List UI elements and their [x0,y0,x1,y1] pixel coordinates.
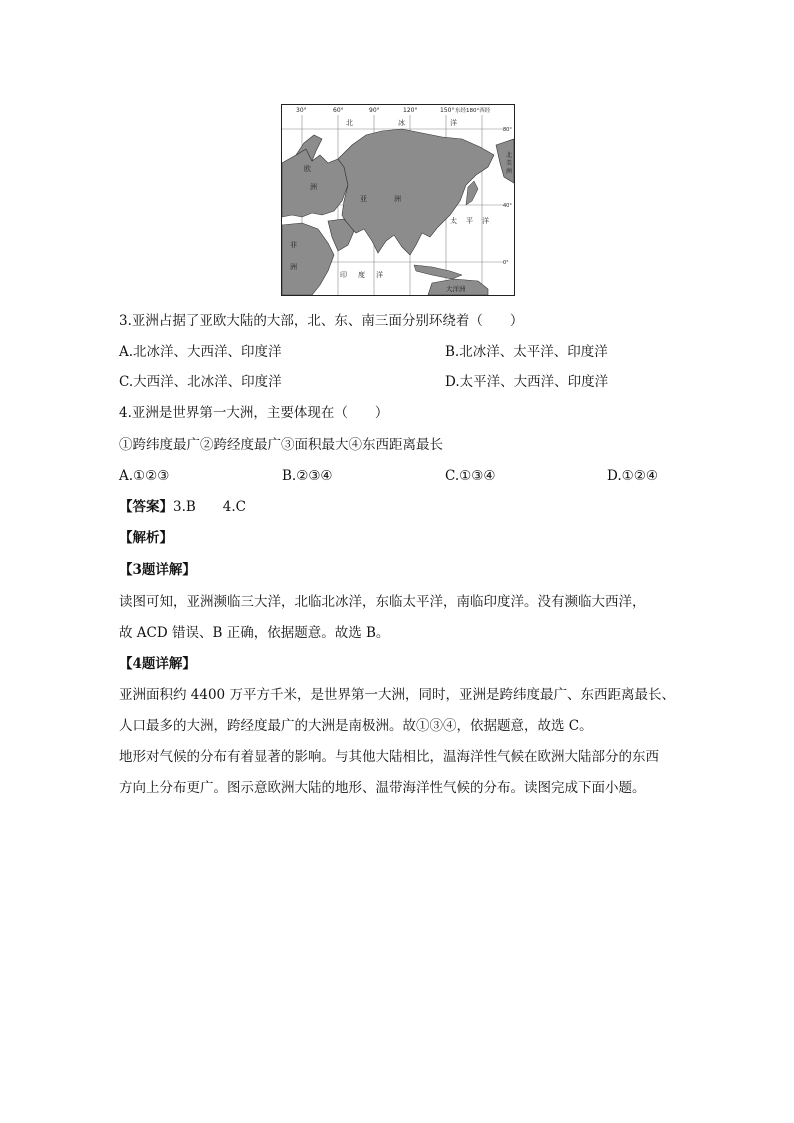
ocean-label-pacific-3: 洋 [482,217,489,225]
lon-label-60: 60° [333,107,344,114]
q3-option-d: D.太平洋、大西洋、印度洋 [445,374,609,390]
answer-text: 3.B 4.C [173,499,247,515]
north-america-label-1: 北 [506,152,513,159]
lon-label-150: 150° [440,107,455,114]
ocean-label-pacific-1: 太 [450,217,457,225]
asia-label-1: 亚 [360,195,367,203]
q3-option-c: C.大西洋、北冰洋、印度洋 [119,374,282,390]
ocean-label-pacific-2: 平 [466,217,473,225]
q4-option-c: C.①③④ [445,468,496,484]
detail-3-line-1: 读图可知，亚洲濒临三大洋，北临北冰洋，东临太平洋，南临印度洋。没有濒临大西洋， [119,594,646,610]
ocean-label-indian-1: 印 [340,271,347,279]
q4-option-a: A.①②③ [119,468,170,484]
question-4-items: ①跨纬度最广②跨经度最广③面积最大④东西距离最长 [119,437,443,453]
analysis-tag: 【解析】 [119,530,173,546]
japan-landmass [466,181,478,205]
north-america-label-3: 洲 [506,168,513,175]
asia-map-svg [282,105,514,295]
intro-line-1: 地形对气候的分布有着显著的影响。与其他大陆相比，温海洋性气候在欧洲大陆部分的东西 [119,749,659,765]
lat-label-80: 80° [503,127,512,133]
europe-label-1: 欧 [304,165,311,173]
ocean-label-indian-3: 洋 [376,271,383,279]
indonesia-islands [414,265,462,279]
lat-label-0: 0° [503,260,509,266]
detail-4-tag: 【4题详解】 [119,656,196,672]
asia-map-figure [281,104,515,296]
answer-line [119,498,246,516]
africa-landmass [282,223,334,295]
ocean-label-north-2: 冰 [398,119,405,127]
africa-label-1: 非 [290,241,297,249]
lon-label-120: 120° [403,107,418,114]
ocean-label-indian-2: 度 [358,271,365,279]
detail-4-line-1: 亚洲面积约 4400 万平方千米，是世界第一大洲，同时，亚洲是跨纬度最广、东西距离最长、 [119,687,675,703]
ocean-label-north-1: 北 [346,119,353,127]
oceania-label: 大洋洲 [446,285,466,293]
ocean-label-north-3: 洋 [450,119,457,127]
lon-label-30: 30° [296,107,307,114]
detail-4-line-2: 人口最多的大洲，跨经度最广的大洲是南极洲。故①③④，依据题意，故选 C。 [119,718,593,734]
lon-label-90: 90° [369,107,380,114]
q3-option-b: B.北冰洋、太平洋、印度洋 [445,344,608,360]
q4-option-d: D.①②④ [607,468,658,484]
question-4-stem: 4.亚洲是世界第一大洲，主要体现在（ ） [119,405,389,421]
detail-3-line-2: 故 ACD 错误、B 正确，依据题意。故选 B。 [119,625,390,641]
europe-label-2: 洲 [310,183,317,191]
q4-option-b: B.②③④ [282,468,333,484]
lat-label-40: 40° [503,203,512,209]
north-america-label-2: 美 [506,160,513,167]
q3-option-a: A.北冰洋、大西洋、印度洋 [119,344,282,360]
question-3-stem: 3.亚洲占据了亚欧大陆的大部，北、东、南三面分别环绕着（ ） [119,313,524,329]
intro-line-2: 方向上分布更广。图示意欧洲大陆的地形、温带海洋性气候的分布。读图完成下面小题。 [119,780,646,796]
asia-label-2: 洲 [394,195,401,203]
lon-label-180: 东经180°西经 [455,108,491,114]
africa-label-2: 洲 [290,263,297,271]
detail-3-tag: 【3题详解】 [119,562,196,578]
answer-tag: 【答案】 [119,499,173,515]
